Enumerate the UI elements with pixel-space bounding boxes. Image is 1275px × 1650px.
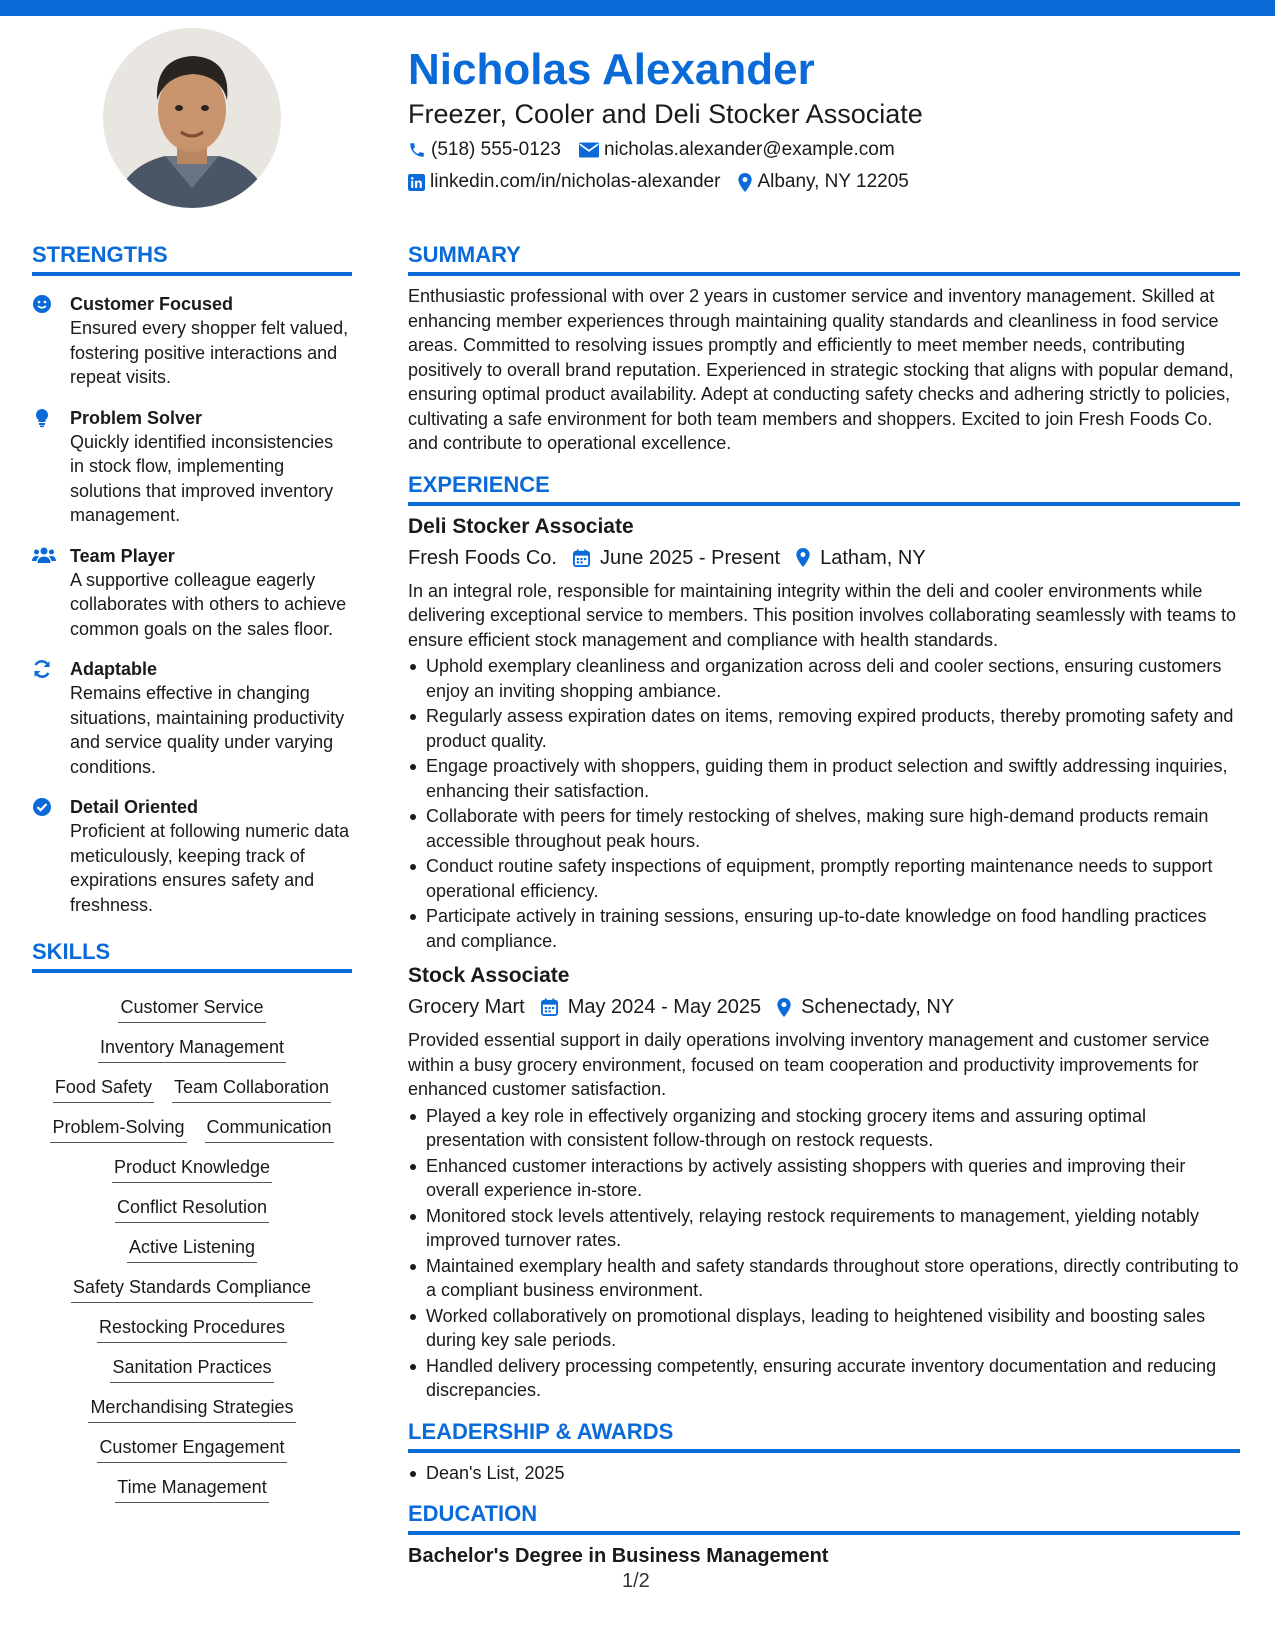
skill-tag: Customer Engagement	[97, 1435, 286, 1463]
awards-list	[408, 1461, 1240, 1486]
job-bullets	[408, 1104, 1240, 1403]
job-title: Stock Associate	[408, 964, 570, 987]
strength-title: Problem Solver	[70, 407, 203, 428]
skill-tag: Active Listening	[127, 1235, 257, 1263]
summary-text: Enthusiastic professional with over 2 years in customer service and inventory management. Skilled at enhancing member experiences through maintaining quality standards and cleanliness in food service areas. Committed to resolving issues promptly and efficiently to meet member needs, contributing positively to overall brand reputation. Experienced in strategic stocking that aligns with popular demand, ensuring optimal product availability. Adept at conducting safety checks and adhering strictly to policies, cultivating a safe environment for both team members and shoppers. Excited to join Fresh Foods Co. and contribute to operational excellence.	[408, 286, 1234, 453]
map-pin-icon	[777, 998, 791, 1017]
skill-row	[106, 1475, 277, 1503]
candidate-name: Nicholas Alexander	[408, 45, 815, 94]
skill-tag: Team Collaboration	[172, 1075, 331, 1103]
calendar-icon	[541, 998, 558, 1016]
sync-icon	[32, 659, 52, 679]
job-entry	[408, 514, 1240, 954]
job-company: Fresh Foods Co.	[408, 546, 557, 569]
job-location	[777, 994, 954, 1020]
strengths-heading: STRENGTHS	[32, 242, 352, 276]
skill-tag: Sanitation Practices	[110, 1355, 273, 1383]
linkedin-url[interactable]: linkedin.com/in/nicholas-alexander	[430, 171, 721, 192]
linkedin-icon	[408, 174, 425, 191]
strength-title: Customer Focused	[70, 294, 234, 314]
email-address[interactable]: nicholas.alexander@example.com	[603, 139, 895, 160]
job-bullet: Monitored stock levels attentively, relaying restock requirements to management, yielding notably improved turnover rates.	[408, 1204, 1240, 1253]
job-dates-text: May 2024 - May 2025	[567, 996, 762, 1018]
skill-row	[41, 1115, 342, 1143]
job-bullet: Regularly assess expiration dates on items, removing expired products, thereby promoting safety and product quality.	[408, 704, 1240, 753]
strength-desc: Proficient at following numeric data meticulously, keeping track of expirations ensures safety and freshness.	[70, 821, 350, 915]
job-location-text: Schenectady, NY	[801, 996, 955, 1018]
job-location	[796, 545, 926, 571]
job-bullet: Maintained exemplary health and safety standards throughout store operations, directly contributing to a compliant business environment.	[408, 1254, 1240, 1303]
skill-tag: Communication	[205, 1115, 334, 1143]
skill-tag: Customer Service	[118, 995, 265, 1023]
skill-tag: Problem-Solving	[50, 1115, 186, 1143]
strength-desc: A supportive colleague eagerly collaborates with others to achieve common goals on the sales floor.	[70, 569, 347, 639]
job-bullets	[408, 654, 1240, 953]
skill-tag: Inventory Management	[98, 1035, 286, 1063]
strength-item	[32, 544, 352, 642]
skill-tag: Conflict Resolution	[115, 1195, 269, 1223]
profile-photo	[103, 28, 281, 208]
skill-tag: Restocking Procedures	[97, 1315, 287, 1343]
check-circle-icon	[32, 797, 52, 817]
job-bullet: Enhanced customer interactions by actively assisting shoppers with queries and improving their overall experience in-store.	[408, 1154, 1240, 1203]
job-description: In an integral role, responsible for maintaining integrity within the deli and cooler environments while delivering exceptional service to members. This position involves collaborating seamlessly with teams to ensure efficient stock management and compliance with health standards.	[408, 580, 1237, 650]
awards-heading: LEADERSHIP & AWARDS	[408, 1419, 1240, 1453]
envelope-icon	[579, 142, 599, 158]
job-meta	[408, 994, 1240, 1020]
skill-row	[88, 1315, 296, 1343]
award-item: Dean's List, 2025	[408, 1461, 1240, 1486]
job-entry	[408, 963, 1240, 1403]
job-meta	[408, 545, 1240, 571]
job-bullet: Collaborate with peers for timely restocking of shelves, making sure high-demand products remain accessible throughout peak hours.	[408, 804, 1240, 853]
strength-item	[32, 406, 352, 528]
contact-row-1	[408, 138, 1248, 162]
skill-tag: Food Safety	[53, 1075, 154, 1103]
email-contact[interactable]	[579, 138, 895, 162]
job-bullet: Worked collaboratively on promotional displays, leading to heightened visibility and boosting sales during key sale periods.	[408, 1304, 1240, 1353]
job-title: Deli Stocker Associate	[408, 514, 634, 538]
location-text: Albany, NY 12205	[757, 171, 909, 192]
location-contact	[738, 170, 908, 194]
phone-contact	[408, 138, 561, 162]
contact-row-2	[408, 170, 1248, 194]
job-bullet: Participate actively in training sessions, ensuring up-to-date knowledge on food handling practices and compliance.	[408, 904, 1240, 953]
skills-list	[32, 983, 352, 1503]
skill-row	[62, 1275, 322, 1303]
top-accent-bar	[0, 0, 1275, 16]
lightbulb-icon	[32, 408, 52, 428]
candidate-title: Freezer, Cooler and Deli Stocker Associate	[408, 99, 923, 129]
skill-tag: Time Management	[115, 1475, 268, 1503]
strength-title: Adaptable	[70, 659, 158, 679]
skill-row	[118, 1235, 266, 1263]
job-bullet: Conduct routine safety inspections of equipment, promptly reporting maintenance needs to support operational efficiency.	[408, 854, 1240, 903]
strength-desc: Ensured every shopper felt valued, fostering positive interactions and repeat visits.	[70, 318, 349, 387]
left-column	[32, 242, 352, 1503]
map-pin-icon	[796, 548, 810, 567]
job-bullet: Engage proactively with shoppers, guiding them in product selection and swiftly addressing inquiries, enhancing their satisfaction.	[408, 754, 1240, 803]
strength-item	[32, 292, 352, 390]
job-company: Grocery Mart	[408, 996, 525, 1018]
skills-heading: SKILLS	[32, 939, 352, 973]
job-bullet: Handled delivery processing competently, ensuring accurate inventory documentation and reducing discrepancies.	[408, 1354, 1240, 1403]
skill-row	[89, 1035, 295, 1063]
skill-row	[103, 1155, 281, 1183]
users-icon	[32, 546, 56, 564]
skill-row	[88, 1435, 295, 1463]
phone-icon	[408, 141, 426, 159]
job-bullet: Played a key role in effectively organizing and stocking grocery items and assuring optimal presentation with consistent follow-through on restock requests.	[408, 1104, 1240, 1153]
strength-desc: Quickly identified inconsistencies in stock flow, implementing solutions that improved inventory management.	[70, 431, 334, 525]
strength-item	[32, 795, 352, 917]
phone-number: (518) 555-0123	[431, 139, 561, 160]
right-column	[408, 242, 1240, 1569]
skill-row	[101, 1355, 282, 1383]
linkedin-contact[interactable]	[408, 170, 720, 194]
experience-list	[408, 514, 1240, 1403]
skill-tag: Safety Standards Compliance	[71, 1275, 313, 1303]
summary-heading: SUMMARY	[408, 242, 1240, 276]
page-number: 1/2	[622, 1570, 650, 1592]
strength-title: Team Player	[70, 545, 175, 566]
skill-tag: Product Knowledge	[112, 1155, 272, 1183]
education-heading: EDUCATION	[408, 1501, 1240, 1535]
strength-title: Detail Oriented	[70, 797, 199, 817]
experience-heading: EXPERIENCE	[408, 472, 1240, 506]
job-bullet: Uphold exemplary cleanliness and organization across deli and cooler sections, ensuring customers enjoy an inviting shopping ambiance.	[408, 654, 1240, 703]
strength-item	[32, 657, 352, 779]
skill-row	[79, 1395, 304, 1423]
skill-tag: Merchandising Strategies	[88, 1395, 295, 1423]
strength-desc: Remains effective in changing situations, maintaining productivity and service quality under varying conditions.	[70, 683, 345, 777]
calendar-icon	[573, 549, 590, 567]
job-dates	[573, 545, 780, 571]
map-pin-icon	[738, 173, 752, 192]
job-location-text: Latham, NY	[820, 546, 926, 569]
skill-row	[44, 1075, 340, 1103]
job-description: Provided essential support in daily operations involving inventory management and customer service within a busy grocery environment, focused on team cooperation and productivity improvements for enhanced customer satisfaction.	[408, 1030, 1210, 1099]
education-degree: Bachelor's Degree in Business Management	[408, 1545, 829, 1567]
skill-row	[109, 995, 274, 1023]
job-dates-text: June 2025 - Present	[599, 546, 781, 569]
job-dates	[541, 994, 761, 1020]
smile-icon	[32, 294, 52, 314]
resume-header	[408, 44, 1248, 194]
skill-row	[106, 1195, 278, 1223]
